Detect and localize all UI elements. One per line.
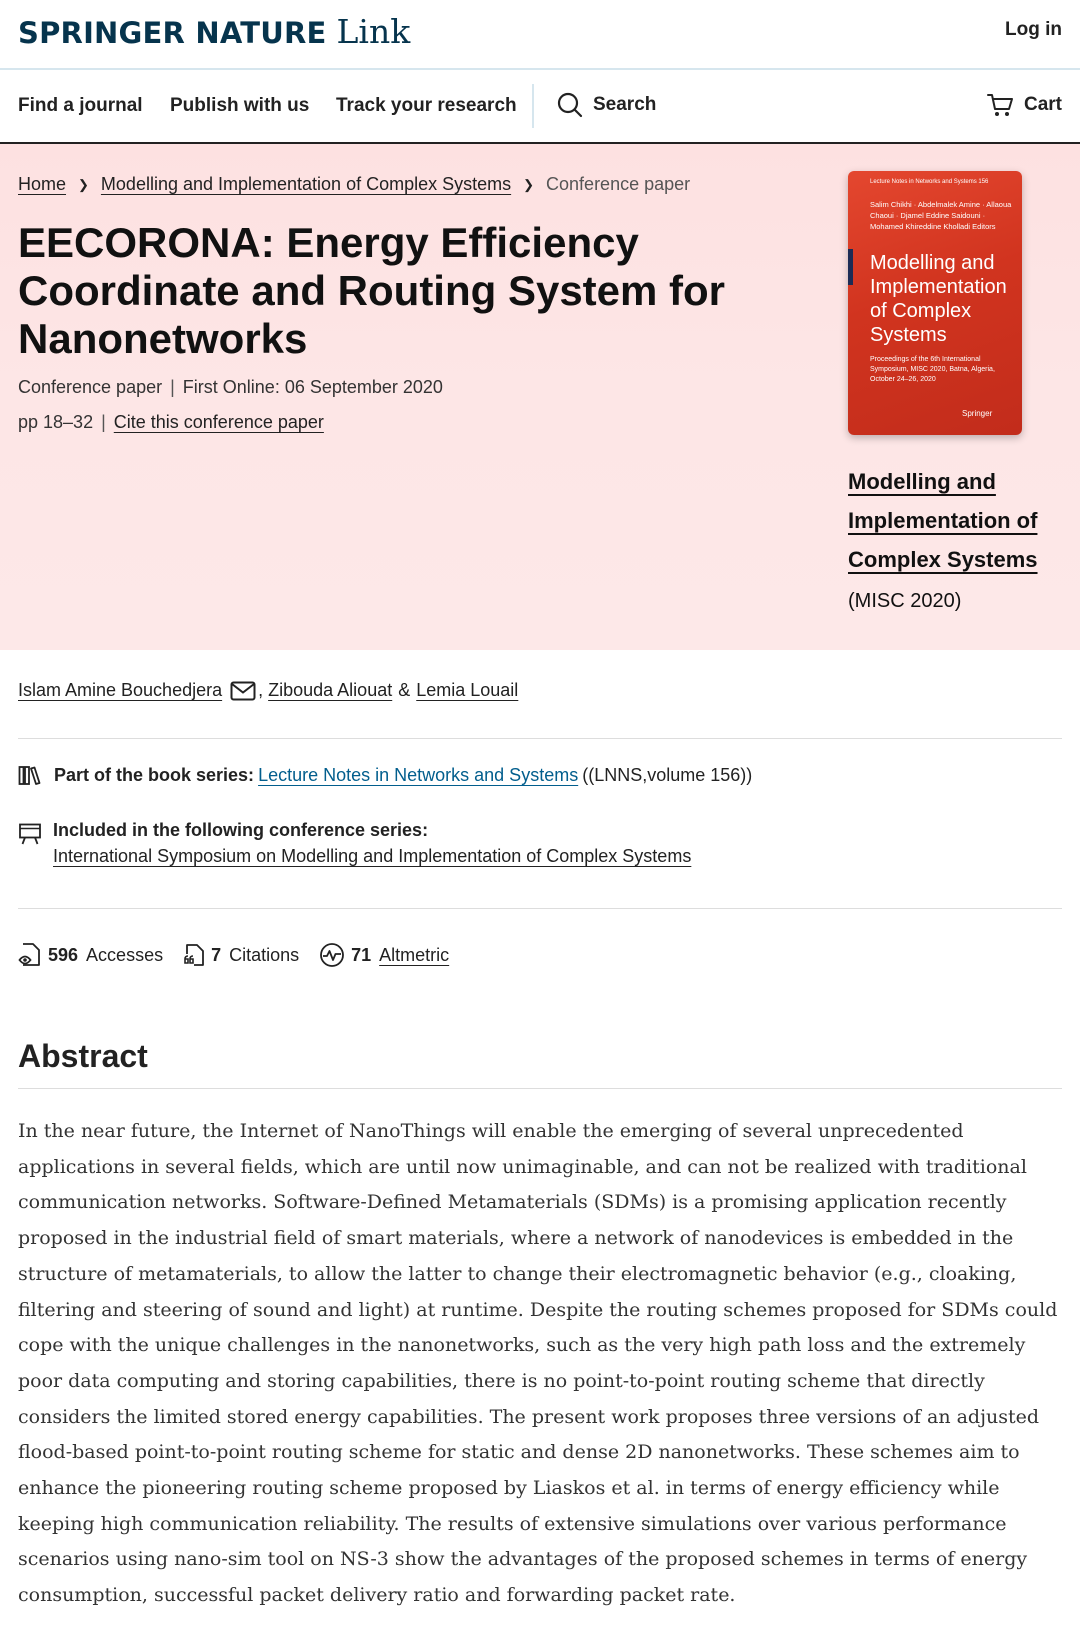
author-link-1[interactable]: Islam Amine Bouchedjera xyxy=(18,680,223,700)
nav-find-journal[interactable]: Find a journal xyxy=(18,95,143,116)
conference-icon xyxy=(18,822,42,846)
divider xyxy=(18,1088,1062,1089)
author-separator: , xyxy=(258,680,269,700)
article-hero xyxy=(0,144,1080,650)
springer-nature-link-logo[interactable] xyxy=(18,12,410,52)
nav-divider xyxy=(532,84,534,128)
divider xyxy=(18,908,1062,909)
cart-button[interactable] xyxy=(986,92,1062,118)
cover-title: Modelling and Implementation of Complex Systems xyxy=(870,252,1007,346)
metric-accesses xyxy=(18,942,163,968)
article-pages-line xyxy=(18,412,324,433)
cover-editors: Salim Chikhi · Abdelmalek Amine · Allaoua Chaoui · Djamel Eddine Saidouni · Mohamed Khireddine Kholladi Editors xyxy=(870,200,1012,231)
search-label: Search xyxy=(593,94,657,115)
book-conference: (MISC 2020) xyxy=(848,590,962,612)
metric-citations xyxy=(183,942,299,968)
logo-link-wordmark: Link xyxy=(336,12,411,51)
book-series-link[interactable]: Lecture Notes in Networks and Systems xyxy=(258,764,579,785)
altmetric-icon xyxy=(319,942,345,968)
book-series-icon xyxy=(18,764,42,786)
citations-label: Citations xyxy=(229,944,300,965)
conference-series-label: Included in the following conference series: xyxy=(53,820,429,840)
citations-icon xyxy=(183,942,205,968)
nav-track-research[interactable]: Track your research xyxy=(336,95,517,116)
breadcrumb xyxy=(18,174,690,195)
cite-paper-link[interactable]: Cite this conference paper xyxy=(113,412,324,432)
book-series-volume: ((LNNS,volume 156)) xyxy=(582,764,753,785)
abstract-text: In the near future, the Internet of NanoThings will enable the emerging of several unprecedented applications in several fields, which are until now unimaginable, and can not be realized with traditional communication networks. Software-Defined Metamaterials (SDMs) is a promising application recently proposed in the industrial field of smart materials, where a network of nanodevices is embedded in the structure of metamaterials, to allow the latter to change their electromagnetic behavior (e.g., cloaking, filtering and steering of sound and light) at runtime. Despite the routing schemes proposed for SDMs could cope with the unique challenges in the nanonetworks, such as the very high path loss and the extremely poor data computing and storing capabilities, there is no point-to-point routing scheme that directly considers the limited stored energy capabilities. The present work proposes three versions of an adjusted flood-based point-to-point routing scheme for static and dense 2D nanonetworks. These schemes aim to enhance the pioneering routing scheme proposed by Liaskos et al. in terms of energy efficiency while keeping high communication reliability. The results of extensive simulations over various performance scenarios using nano-sim tool on NS-3 show the advantages of the proposed schemes in terms of energy consumption, successful packet delivery ratio and forwarding packet rate. xyxy=(18,1120,1058,1607)
article-meta-line xyxy=(18,377,443,398)
article-title: EECORONA: Energy Efficiency Coordinate and Routing System for Nanonetworks xyxy=(18,219,726,362)
article-metrics xyxy=(18,942,469,968)
main-nav xyxy=(0,70,1080,144)
cart-label: Cart xyxy=(1023,94,1062,115)
chevron-right-icon: ❯ xyxy=(78,176,89,192)
citations-count: 7 xyxy=(211,944,222,965)
breadcrumb-book[interactable]: Modelling and Implementation of Complex Systems xyxy=(100,174,512,194)
cover-series-line: Lecture Notes in Networks and Systems 156 xyxy=(870,179,989,185)
separator: | xyxy=(101,412,106,432)
search-icon xyxy=(557,92,583,118)
top-bar xyxy=(0,0,1080,70)
page-range: pp 18–32 xyxy=(18,412,94,432)
book-series-row xyxy=(18,764,752,786)
login-link[interactable]: Log in xyxy=(1005,19,1062,40)
cover-stripe xyxy=(848,249,853,285)
abstract-heading: Abstract xyxy=(18,1038,148,1074)
accesses-label: Accesses xyxy=(86,944,164,965)
cart-icon xyxy=(986,92,1014,118)
search-button[interactable] xyxy=(557,92,656,118)
author-link-3[interactable]: Lemia Louail xyxy=(416,680,519,700)
breadcrumb-current: Conference paper xyxy=(546,174,691,194)
cover-subtitle: Proceedings of the 6th International Symposium, MISC 2020, Batna, Algeria, October 24–26, 2020 xyxy=(870,356,995,383)
cover-publisher: Springer xyxy=(962,409,993,418)
mail-icon[interactable] xyxy=(230,681,256,701)
conference-series-link[interactable]: International Symposium on Modelling and Implementation of Complex Systems xyxy=(53,846,692,866)
altmetric-link[interactable]: Altmetric xyxy=(379,944,450,965)
first-online-date: First Online: 06 September 2020 xyxy=(182,377,443,397)
divider xyxy=(18,738,1062,739)
author-list xyxy=(18,680,518,701)
nav-publish-with-us[interactable]: Publish with us xyxy=(170,95,310,116)
separator: | xyxy=(170,377,175,397)
altmetric-score: 71 xyxy=(351,944,372,965)
book-title: Modelling and Implementation of Complex Systems xyxy=(848,469,1038,572)
book-series-label: Part of the book series: xyxy=(54,764,255,785)
author-ampersand: & xyxy=(398,680,411,700)
chevron-right-icon: ❯ xyxy=(523,176,535,192)
breadcrumb-home[interactable]: Home xyxy=(18,174,67,194)
accesses-icon xyxy=(18,942,42,968)
metric-altmetric[interactable] xyxy=(319,942,449,968)
accesses-count: 596 xyxy=(48,944,79,965)
logo-springer-nature: SPRINGER NATURE xyxy=(18,16,327,50)
author-link-2[interactable]: Zibouda Aliouat xyxy=(268,680,393,700)
article-type: Conference paper xyxy=(18,377,163,397)
book-title-link[interactable] xyxy=(848,462,1068,579)
book-cover[interactable] xyxy=(848,171,1022,435)
